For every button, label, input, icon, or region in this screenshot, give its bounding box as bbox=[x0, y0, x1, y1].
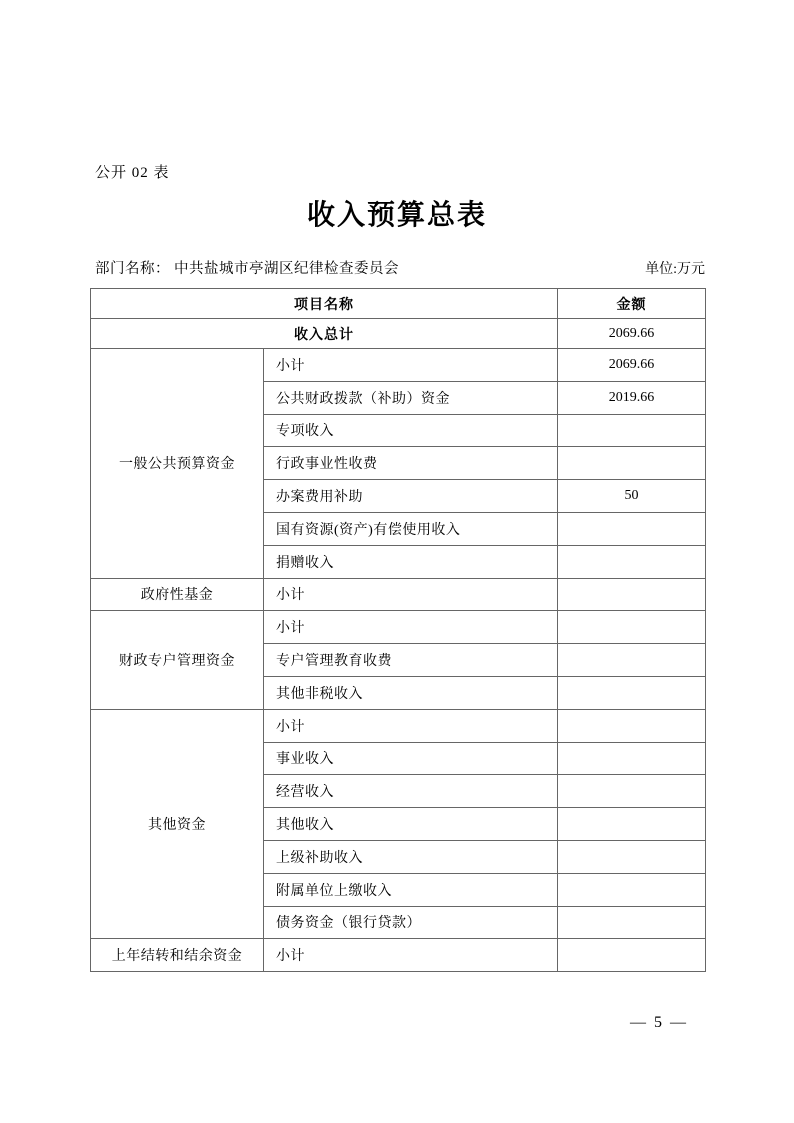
income-budget-table bbox=[90, 288, 706, 972]
amount-cell bbox=[558, 512, 706, 545]
item-name-cell: 行政事业性收费 bbox=[264, 447, 558, 480]
amount-cell bbox=[558, 709, 706, 742]
category-cell: 政府性基金 bbox=[91, 578, 264, 611]
item-name-cell: 附属单位上缴收入 bbox=[264, 873, 558, 906]
amount-cell bbox=[558, 578, 706, 611]
category-cell: 其他资金 bbox=[91, 709, 264, 939]
total-row bbox=[91, 319, 706, 349]
item-name-cell: 小计 bbox=[264, 611, 558, 644]
item-name-cell: 经营收入 bbox=[264, 775, 558, 808]
item-name-cell: 小计 bbox=[264, 709, 558, 742]
item-name-cell: 办案费用补助 bbox=[264, 480, 558, 513]
table-row bbox=[91, 939, 706, 972]
page-title: 收入预算总表 bbox=[306, 200, 487, 231]
table-header-row bbox=[91, 289, 706, 319]
amount-cell bbox=[558, 545, 706, 578]
column-header-item-name: 项目名称 bbox=[91, 289, 558, 319]
table-header bbox=[91, 289, 706, 319]
amount-cell: 50 bbox=[558, 480, 706, 513]
item-name-cell: 事业收入 bbox=[264, 742, 558, 775]
amount-cell bbox=[558, 775, 706, 808]
category-cell: 财政专户管理资金 bbox=[91, 611, 264, 709]
item-name-cell: 国有资源(资产)有偿使用收入 bbox=[264, 512, 558, 545]
department-name-value: 中共盐城市亭湖区纪律检查委员会 bbox=[174, 261, 399, 277]
category-cell: 一般公共预算资金 bbox=[91, 349, 264, 579]
item-name-cell: 小计 bbox=[264, 349, 558, 382]
amount-cell bbox=[558, 414, 706, 447]
item-name-cell: 小计 bbox=[264, 939, 558, 972]
item-name-cell: 其他非税收入 bbox=[264, 676, 558, 709]
table-row bbox=[91, 349, 706, 382]
item-name-cell: 其他收入 bbox=[264, 808, 558, 841]
item-name-cell: 专项收入 bbox=[264, 414, 558, 447]
table-row bbox=[91, 578, 706, 611]
total-row-amount: 2069.66 bbox=[558, 319, 706, 349]
table-row bbox=[91, 709, 706, 742]
amount-cell bbox=[558, 939, 706, 972]
amount-cell bbox=[558, 611, 706, 644]
unit-label: 单位:万元 bbox=[645, 262, 705, 277]
amount-cell bbox=[558, 840, 706, 873]
amount-cell bbox=[558, 742, 706, 775]
item-name-cell: 上级补助收入 bbox=[264, 840, 558, 873]
category-cell: 上年结转和结余资金 bbox=[91, 939, 264, 972]
table-meta-row bbox=[95, 257, 705, 278]
department-line bbox=[95, 257, 399, 278]
department-name-label: 部门名称： bbox=[95, 261, 170, 277]
amount-cell bbox=[558, 873, 706, 906]
amount-cell bbox=[558, 644, 706, 677]
column-header-amount: 金额 bbox=[558, 289, 706, 319]
table-row bbox=[91, 611, 706, 644]
amount-cell bbox=[558, 447, 706, 480]
item-name-cell: 捐赠收入 bbox=[264, 545, 558, 578]
amount-cell bbox=[558, 906, 706, 939]
page-number: — 5 — bbox=[630, 1014, 688, 1031]
amount-cell bbox=[558, 676, 706, 709]
amount-cell bbox=[558, 808, 706, 841]
item-name-cell: 小计 bbox=[264, 578, 558, 611]
amount-cell: 2019.66 bbox=[558, 381, 706, 414]
total-row-label: 收入总计 bbox=[91, 319, 558, 349]
amount-cell: 2069.66 bbox=[558, 349, 706, 382]
item-name-cell: 专户管理教育收费 bbox=[264, 644, 558, 677]
item-name-cell: 公共财政拨款（补助）资金 bbox=[264, 381, 558, 414]
item-name-cell: 债务资金（银行贷款） bbox=[264, 906, 558, 939]
income-table-body bbox=[91, 319, 706, 972]
form-number-label: 公开 02 表 bbox=[95, 165, 170, 181]
